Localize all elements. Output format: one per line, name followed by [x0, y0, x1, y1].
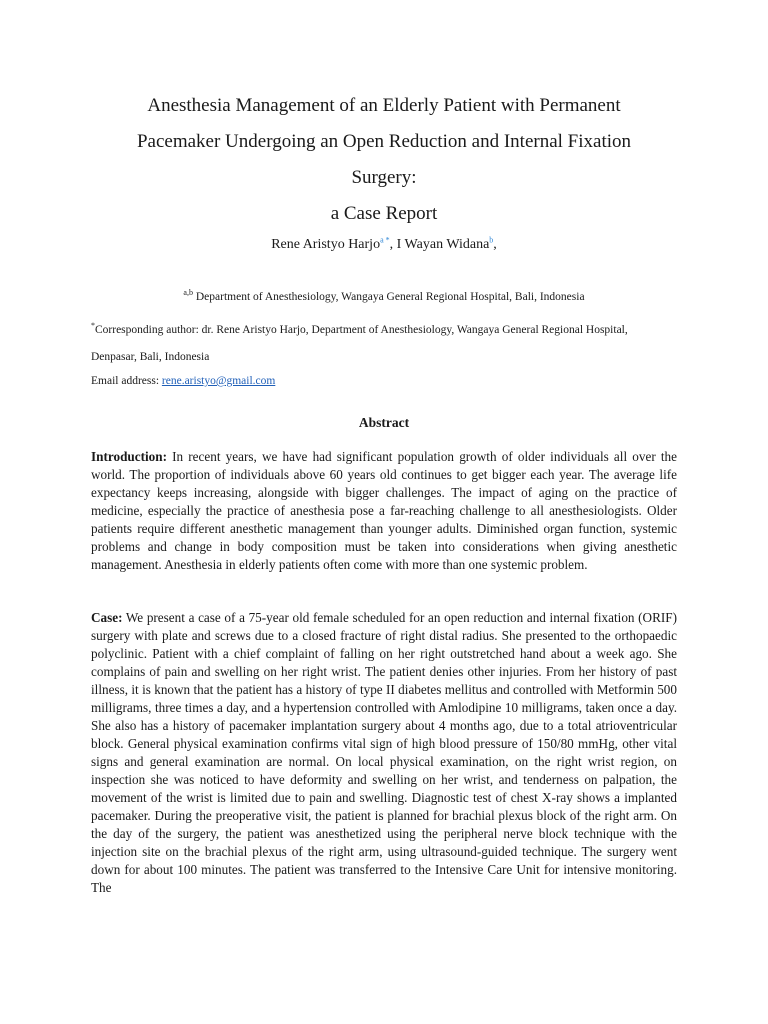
corresponding-text: Corresponding author: dr. Rene Aristyo Harjo, Department of Anesthesiology, Wangaya General Regional Hospital, [95, 324, 628, 336]
author-separator: , [493, 237, 497, 252]
author-separator: , [389, 237, 397, 252]
case-text: We present a case of a 75-year old female scheduled for an open reduction and internal fixation (ORIF) surgery with plate and screws due to a closed fracture of right distal radius. She presented to the orthopaedic polyclinic. Patient with a chief complaint of falling on her right outstretched hand about a week ago. She complains of pain and swelling on her right wrist. The patient denies other injuries. From her history of past illness, it is known that the patient has a history of type II diabetes mellitus and controlled with Metformin 500 milligrams, three times a day, and a hypertension controlled with Amlodipine 10 milligrams, taken once a day. She also has a history of pacemaker implantation surgery about 4 months ago, due to a total atrioventricular block. General physical examination confirms vital sign of high blood pressure of 150/80 mmHg, other vital signs and general examination are normal. On local physical examination, on the right wrist region, on inspection she was noticed to have deformity and swelling on her wrist, and tenderness on palpation, the movement of the wrist is limited due to pain and swelling. Diagnostic test of chest X-ray shows a implanted pacemaker. During the preoperative visit, the patient is planned for brachial plexus block of the right arm. On the day of the surgery, the patient was anesthetized using the peripheral nerve block technique with the injection site on the brachial plexus of the right arm, using ultrasound-guided technique. The surgery went down for about 100 minutes. The patient was transferred to the Intensive Care Unit for intensive monitoring. The [91, 610, 677, 895]
title-line-2: Pacemaker Undergoing an Open Reduction and Internal Fixation [136, 131, 632, 152]
corresponding-author-line-2: Denpasar, Bali, Indonesia [91, 351, 210, 363]
author-superscript: b [489, 235, 494, 245]
abstract-heading: Abstract [358, 415, 410, 430]
author-name: Rene Aristyo Harjo [271, 237, 381, 252]
email-link[interactable]: rene.aristyo@gmail.com [161, 375, 276, 387]
title-line-1: Anesthesia Management of an Elderly Patient with Permanent [147, 95, 621, 116]
introduction-text: In recent years, we have had significant population growth of older individuals all over the world. The proportion of individuals above 60 years old continues to get bigger each year. The average life expectancy keeps increasing, alongside with bigger challenges. The impact of aging on the practice of medicine, especially the practice of anesthesia pose a far-reaching challenge to all anesthesiologists. Older patients require different anesthetic management than younger adults. Diminished organ function, systemic problems and change in body composition must be taken into considerations when giving anesthetic management. Anesthesia in elderly patients often come with more than one systemic problem. [91, 449, 677, 572]
case-paragraph [91, 609, 677, 897]
affiliation [0, 289, 768, 305]
email-line [91, 373, 691, 389]
email-label: Email address: [91, 375, 162, 387]
introduction-label: Introduction: [91, 449, 167, 464]
introduction-paragraph [91, 448, 677, 574]
corresponding-author-line-1 [91, 322, 691, 338]
affiliation-superscript: a,b [183, 288, 193, 298]
author-name: I Wayan Widana [396, 237, 490, 252]
title-line-3: Surgery: [351, 167, 417, 188]
title-line-4: a Case Report [330, 203, 438, 224]
corresponding-superscript: * [91, 321, 95, 331]
author-superscript: a * [380, 235, 390, 245]
affiliation-text: Department of Anesthesiology, Wangaya General Regional Hospital, Bali, Indonesia [192, 291, 585, 303]
case-label: Case: [91, 610, 123, 625]
author-list [0, 236, 768, 254]
